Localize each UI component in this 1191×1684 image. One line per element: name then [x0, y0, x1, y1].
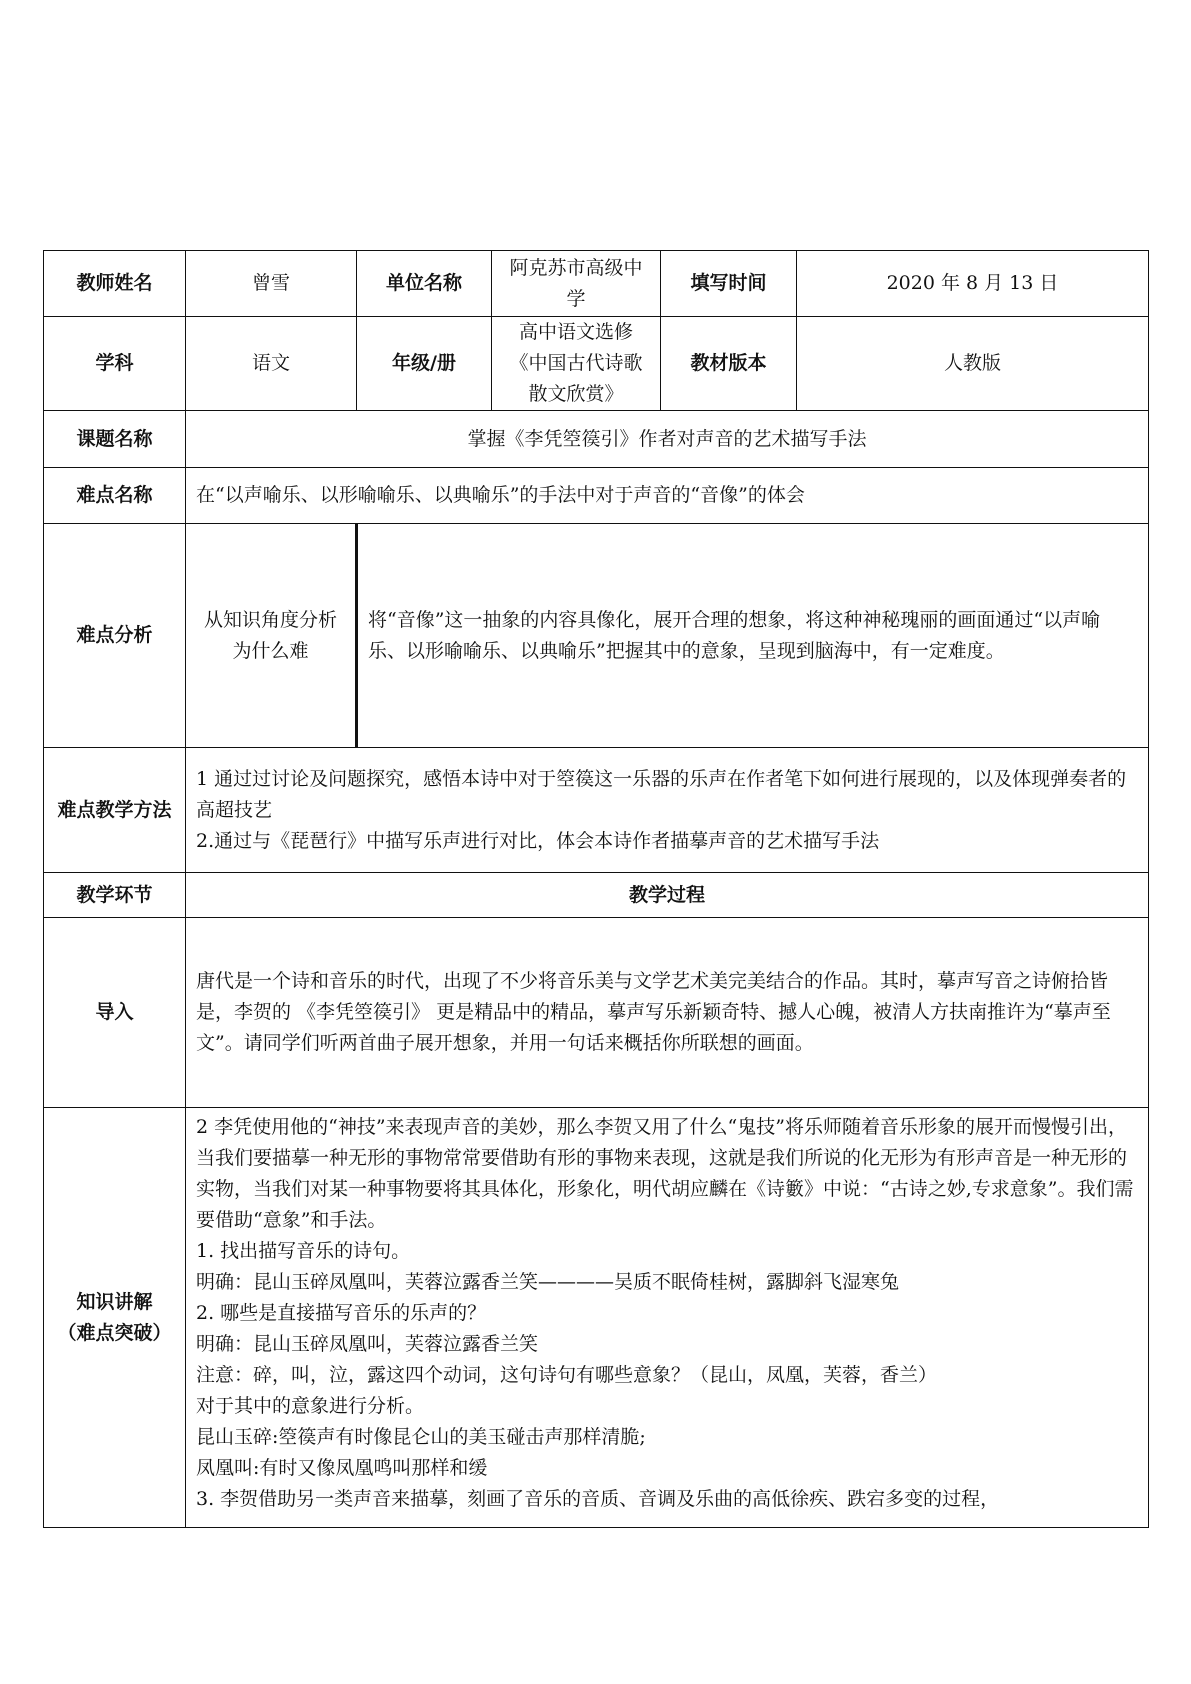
knowledge-analysis-intro: 对于其中的意象进行分析。 [196, 1395, 425, 1417]
unit-label: 单位名称 [357, 251, 492, 317]
topic-value: 掌握《李凭箜篌引》作者对声音的艺术描写手法 [186, 411, 1149, 468]
knowledge-question-2: 2. 哪些是直接描写音乐的乐声的？ [196, 1302, 487, 1324]
edition-value: 人教版 [797, 317, 1149, 411]
date-label: 填写时间 [661, 251, 797, 317]
row-knowledge [44, 1108, 1149, 1528]
intro-value: 唐代是一个诗和音乐的时代，出现了不少将音乐美与文学艺术美完美结合的作品。其时，摹声写音之诗俯拾皆是，李贺的 《李凭箜篌引》 更是精品中的精品，摹声写乐新颖奇特、撼人心魄，被清人方扶南推许为“摹声至文”。请同学们听两首曲子展开想象，并用一句话来概括你所联想的画面。 [186, 918, 1149, 1108]
grade-value: 高中语文选修《中国古代诗歌散文欣赏》 [492, 317, 661, 411]
difficulty-value: 在“以声喻乐、以形喻喻乐、以典喻乐”的手法中对于声音的“音像”的体会 [186, 468, 1149, 524]
knowledge-answer-2: 明确：昆山玉碎凤凰叫，芙蓉泣露香兰笑 [196, 1333, 539, 1355]
knowledge-value [186, 1108, 1149, 1528]
analysis-label: 难点分析 [44, 524, 186, 748]
knowledge-label-line-2: （难点突破） [57, 1321, 172, 1344]
knowledge-image-2: 凤凰叫:有时又像凤凰鸣叫那样和缓 [196, 1457, 488, 1479]
lesson-plan-table [43, 250, 1149, 1528]
row-method [44, 748, 1149, 873]
date-value: 2020 年 8 月 13 日 [797, 251, 1149, 317]
method-line-2: 2.通过与《琵琶行》中描写乐声进行对比，体会本诗作者描摹声音的艺术描写手法 [196, 829, 880, 852]
row-subject [44, 317, 1149, 411]
subject-value: 语文 [186, 317, 357, 411]
difficulty-label: 难点名称 [44, 468, 186, 524]
row-process-header [44, 873, 1149, 918]
topic-label: 课题名称 [44, 411, 186, 468]
teacher-label: 教师姓名 [44, 251, 186, 317]
row-intro [44, 918, 1149, 1108]
intro-label: 导入 [44, 918, 186, 1108]
knowledge-question-3: 3. 李贺借助另一类声音来描摹，刻画了音乐的音质、音调及乐曲的高低徐疾、跌宕多变的过程， [196, 1488, 1000, 1510]
method-label: 难点教学方法 [44, 748, 186, 873]
knowledge-label [44, 1108, 186, 1528]
grade-label: 年级/册 [357, 317, 492, 411]
analysis-value: 将“音像”这一抽象的内容具像化，展开合理的想象，将这种神秘瑰丽的画面通过“以声喻乐、以形喻喻乐、以典喻乐”把握其中的意象，呈现到脑海中，有一定难度。 [357, 524, 1149, 748]
row-difficulty [44, 468, 1149, 524]
method-value [186, 748, 1149, 873]
knowledge-para-1: 2 李凭使用他的“神技”来表现声音的美妙，那么李贺又用了什么“鬼技”将乐师随着音乐形象的展开而慢慢引出，当我们要描摹一种无形的事物常常要借助有形的事物来表现，这就是我们所说的化无形为有形声音是一种无形的实物，当我们对某一种事物要将其具体化，形象化，明代胡应麟在《诗籔》中说：“古诗之妙,专求意象”。我们需要借助“意象”和手法。 [196, 1116, 1134, 1231]
unit-value: 阿克苏市高级中学 [492, 251, 661, 317]
subject-label: 学科 [44, 317, 186, 411]
knowledge-answer-1: 明确：昆山玉碎凤凰叫，芙蓉泣露香兰笑————吴质不眠倚桂树，露脚斜飞湿寒兔 [196, 1271, 900, 1293]
teacher-value: 曾雪 [186, 251, 357, 317]
knowledge-question-1: 1. 找出描写音乐的诗句。 [196, 1240, 411, 1262]
row-analysis [44, 524, 1149, 748]
knowledge-image-1: 昆山玉碎:箜篌声有时像昆仑山的美玉碰击声那样清脆; [196, 1426, 646, 1448]
row-teacher [44, 251, 1149, 317]
edition-label: 教材版本 [661, 317, 797, 411]
knowledge-note: 注意：碎，叫，泣，露这四个动词，这句诗句有哪些意象？（昆山，凤凰，芙蓉，香兰） [196, 1364, 938, 1386]
process-header: 教学过程 [186, 873, 1149, 918]
row-topic [44, 411, 1149, 468]
method-line-1: 1 通过过讨论及问题探究，感悟本诗中对于箜篌这一乐器的乐声在作者笔下如何进行展现的，以及体现弹奏者的高超技艺 [196, 767, 1127, 821]
analysis-sub-label: 从知识角度分析为什么难 [186, 524, 357, 748]
knowledge-label-line-1: 知识讲解 [76, 1290, 153, 1313]
stage-header: 教学环节 [44, 873, 186, 918]
